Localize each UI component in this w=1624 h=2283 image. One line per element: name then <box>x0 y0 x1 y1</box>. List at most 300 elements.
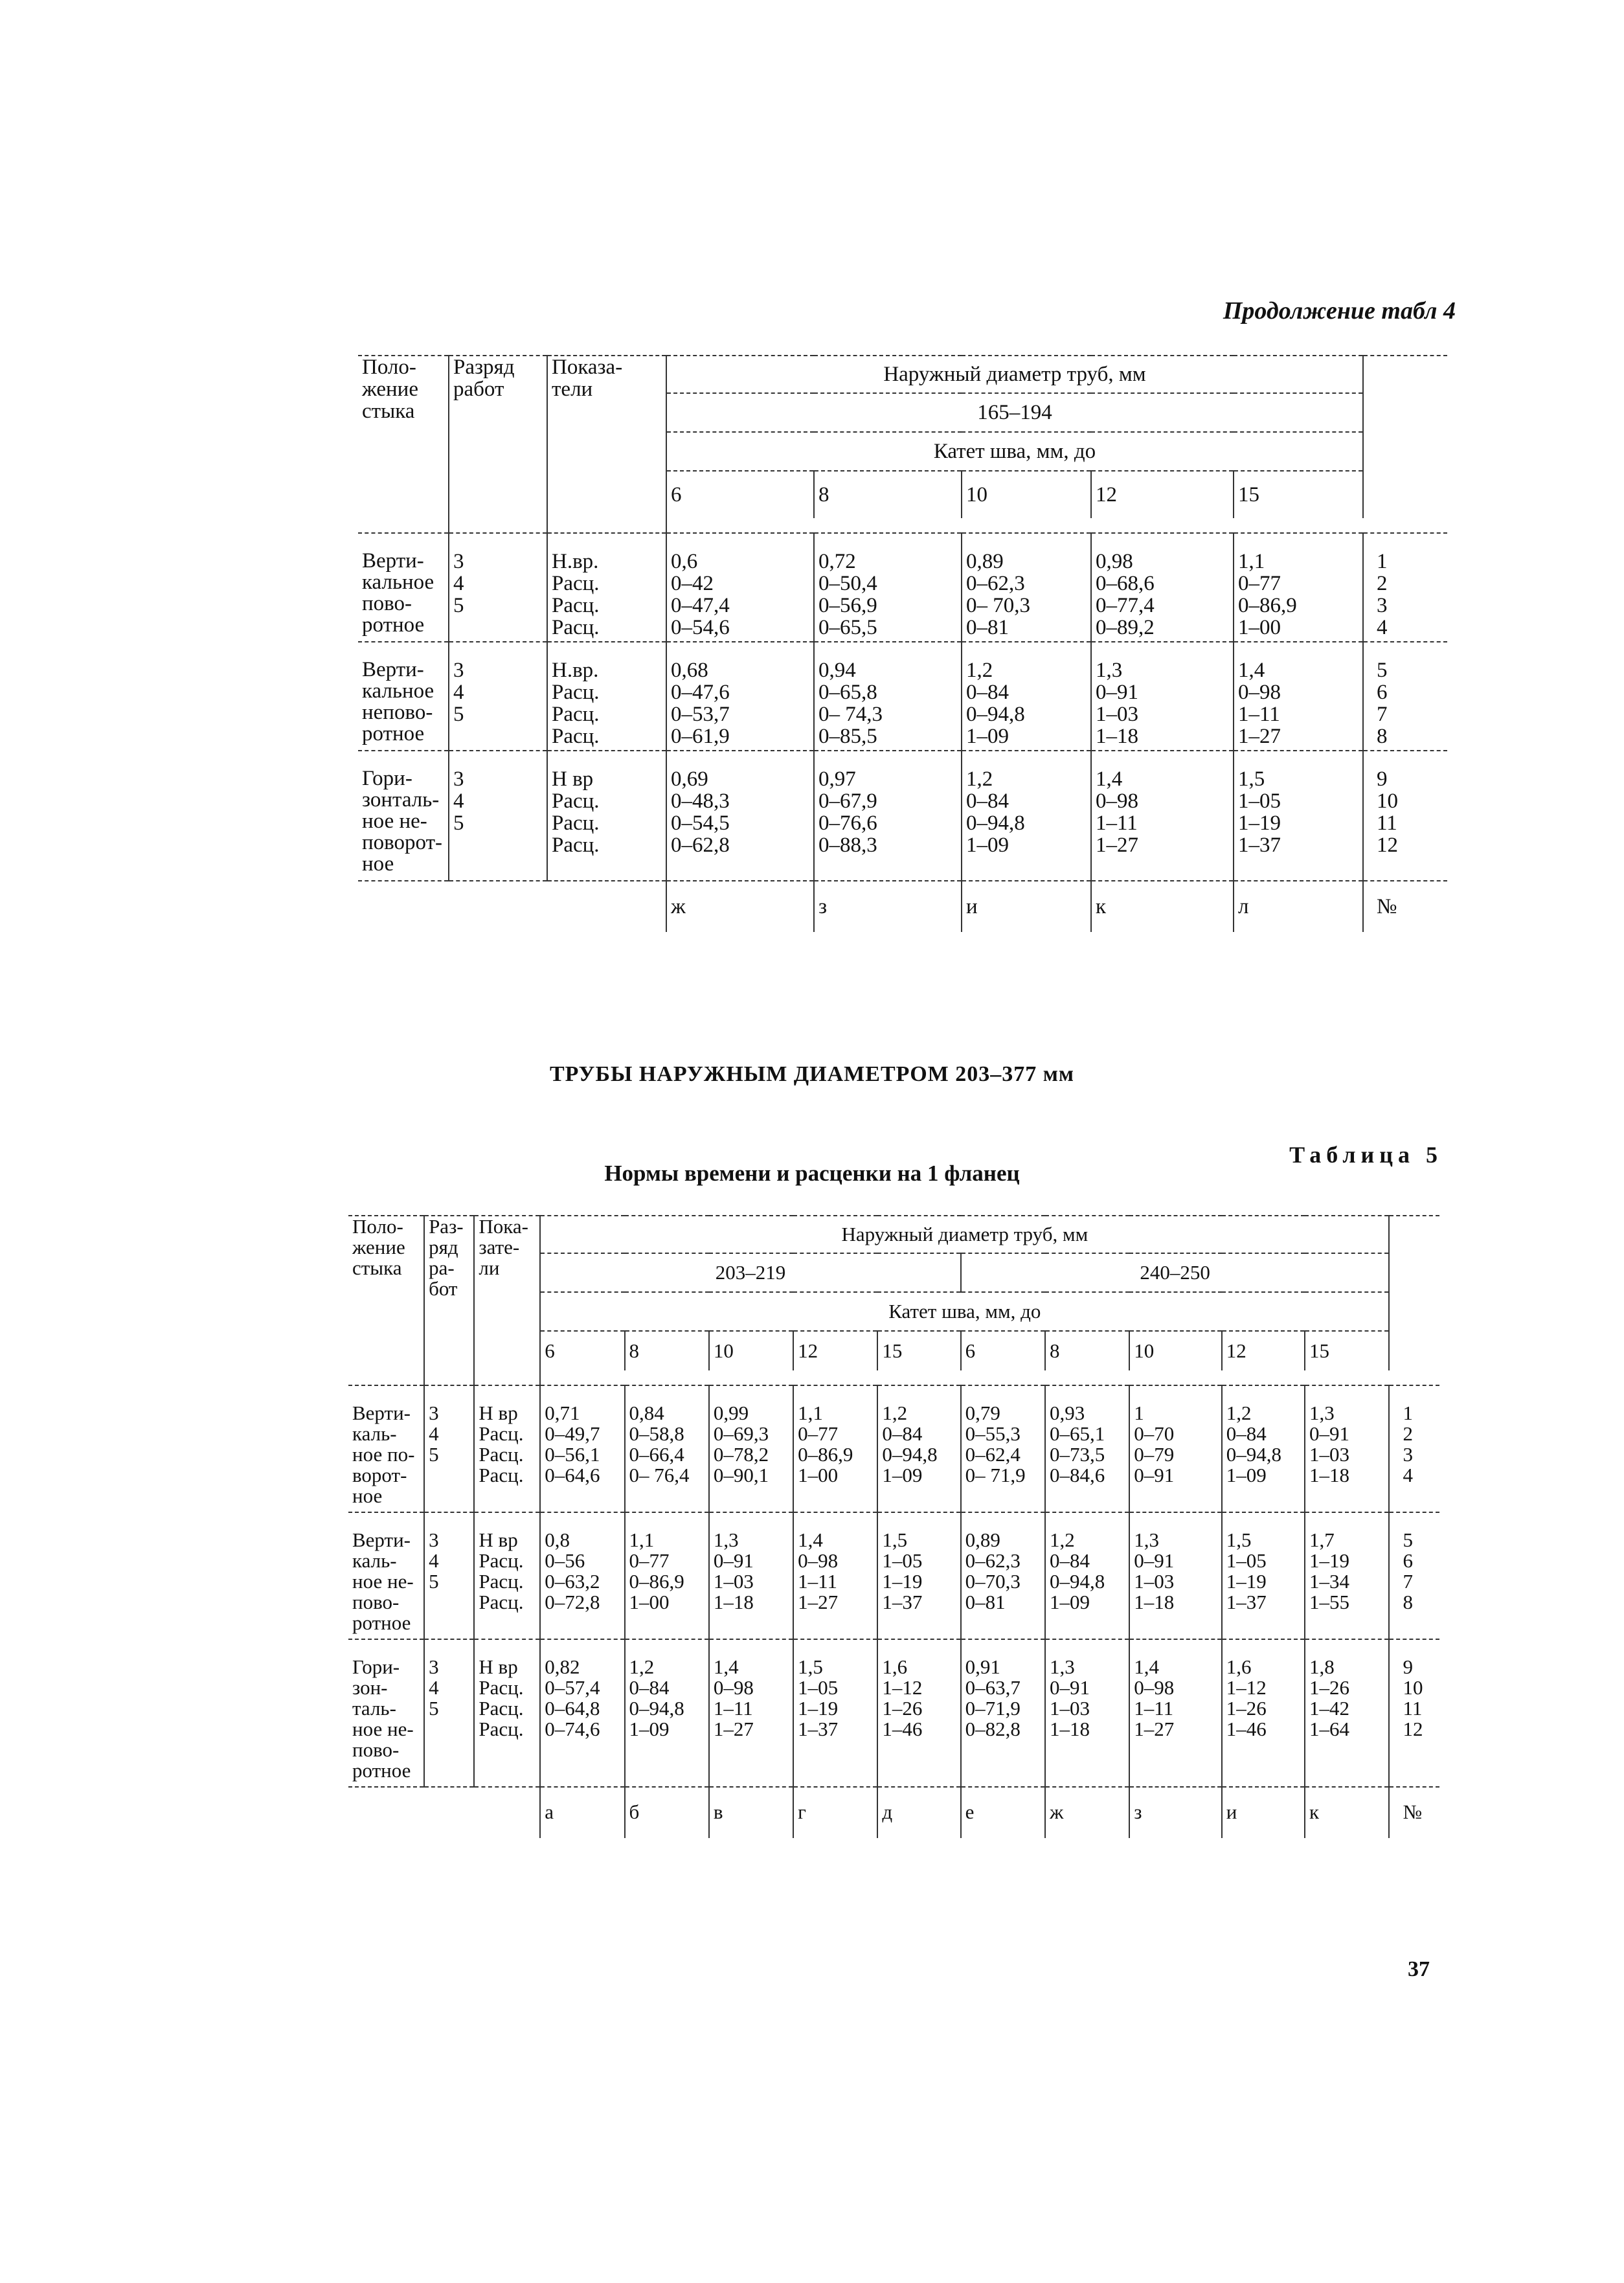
cell-line: 4 <box>429 1422 439 1445</box>
cell-line: Расц. <box>479 1570 524 1593</box>
cell-line: 0–64,6 <box>545 1464 600 1486</box>
cell-line: Разряд <box>453 356 515 379</box>
size-col-4: 15 <box>1234 471 1363 518</box>
cell-line: 5 <box>429 1443 439 1466</box>
cell-line: 1,7 <box>1309 1528 1335 1551</box>
cell-line: 0,79 <box>965 1402 1000 1424</box>
cell-line: 5 <box>453 703 464 726</box>
cell-line: Поло- <box>352 1215 403 1238</box>
cell-line: 8 <box>1403 1591 1413 1613</box>
footer-letter-2: в <box>709 1787 793 1838</box>
cell-line: 1–27 <box>798 1591 839 1613</box>
cell-line: 0–48,3 <box>671 789 730 813</box>
cell-line: 0–54,5 <box>671 812 730 835</box>
cell-line: Расц. <box>479 1549 524 1572</box>
cell-line: 1–11 <box>798 1570 837 1593</box>
cell-line: 12 <box>1377 834 1398 857</box>
position-header <box>348 1216 424 1370</box>
range-1: 203–219 <box>540 1253 960 1292</box>
cell-line: 0–98 <box>1134 1676 1175 1699</box>
cell-line: Расц. <box>479 1697 524 1720</box>
value-cell <box>1305 1639 1389 1787</box>
cell-line: 0–56,1 <box>545 1443 600 1466</box>
cell-line: 10 <box>1377 789 1398 813</box>
footer-letter-4: л <box>1234 881 1363 932</box>
cell-line: 0– 74,3 <box>818 703 883 726</box>
value-cell <box>961 1512 1045 1639</box>
cell-line: 0–84,6 <box>1049 1464 1105 1486</box>
cell-line: 4 <box>429 1676 439 1699</box>
cell-line: 5 <box>429 1697 439 1720</box>
cell-line: 1,2 <box>1049 1528 1075 1551</box>
cell-line: Расц. <box>552 703 600 726</box>
cell-line: 4 <box>453 681 464 704</box>
cell-line: 1–03 <box>1096 703 1138 726</box>
cell-line: 0–94,8 <box>629 1697 684 1720</box>
cell-line: пово- <box>352 1738 400 1761</box>
cell-line: Расц. <box>552 725 600 748</box>
cell-line: ротное <box>352 1611 411 1634</box>
cell-line: 1–12 <box>882 1676 923 1699</box>
cell-line: 1,2 <box>966 659 993 682</box>
header-row <box>358 356 1447 393</box>
cell-line: каль- <box>352 1549 397 1572</box>
value-cell <box>1234 642 1363 751</box>
cell-line: ли <box>479 1256 500 1279</box>
cell-line: 0–86,9 <box>629 1570 684 1593</box>
cell-line: 0–47,6 <box>671 681 730 704</box>
cell-line: 1–19 <box>1238 812 1281 835</box>
value-cell <box>709 1385 793 1512</box>
cell-line: 0–56 <box>545 1549 585 1572</box>
cell-line: 1–64 <box>1309 1718 1350 1740</box>
value-cell <box>1222 1385 1305 1512</box>
cell-line: 6 <box>1377 681 1388 704</box>
cell-line: 8 <box>1377 725 1388 748</box>
footer-letter-3: г <box>793 1787 877 1838</box>
cell-line: 1,5 <box>1226 1528 1252 1551</box>
value-cell <box>1045 1385 1129 1512</box>
table-5-caption: Нормы времени и расценки на 1 фланец <box>604 1161 1020 1186</box>
value-cell <box>709 1512 793 1639</box>
cell-line: 0,97 <box>818 767 856 791</box>
cell-line: 1–19 <box>798 1697 839 1720</box>
cell-line: 11 <box>1377 812 1397 835</box>
footer-letter-5: № <box>1377 895 1397 918</box>
cell-line: таль- <box>352 1697 396 1720</box>
cell-line: 1–05 <box>1238 789 1281 813</box>
cell-line: 3 <box>429 1402 439 1424</box>
weld-header: Катет шва, мм, до <box>540 1292 1389 1331</box>
value-cell <box>793 1639 877 1787</box>
footer-letter-9: к <box>1305 1787 1389 1838</box>
cell-line: зате- <box>479 1236 520 1258</box>
row-numbers <box>1389 1512 1439 1639</box>
size-col-7: 10 <box>1129 1331 1222 1370</box>
cell-line: 1–00 <box>798 1464 839 1486</box>
group-position <box>358 533 449 642</box>
cell-line: 1–03 <box>1049 1697 1090 1720</box>
cell-line: 1–09 <box>629 1718 670 1740</box>
cell-line: 1–37 <box>1238 834 1281 857</box>
cell-line: Н вр <box>479 1402 518 1424</box>
cell-line: 0– 76,4 <box>629 1464 690 1486</box>
grade-header <box>424 1216 474 1370</box>
cell-line: 1–00 <box>629 1591 670 1613</box>
cell-line: 0–91 <box>1049 1676 1090 1699</box>
cell-line: 1,2 <box>882 1402 908 1424</box>
cell-line: 0,69 <box>671 767 708 791</box>
value-cell <box>962 642 1091 751</box>
cell-line: 5 <box>1377 659 1388 682</box>
cell-line: 0–86,9 <box>798 1443 853 1466</box>
cell-line: ное не- <box>352 1718 414 1740</box>
value-cell <box>625 1639 709 1787</box>
cell-line: 1–27 <box>1134 1718 1175 1740</box>
table-row-group-0 <box>348 1385 1439 1512</box>
value-cell <box>814 533 962 642</box>
cell-line: 0–84 <box>629 1676 670 1699</box>
cell-line: Расц. <box>479 1591 524 1613</box>
cell-line: 1–11 <box>1238 703 1280 726</box>
cell-line: 0–91 <box>1134 1549 1175 1572</box>
cell-line: Расц. <box>479 1676 524 1699</box>
cell-line: 0– 71,9 <box>965 1464 1026 1486</box>
cell-line: 1,4 <box>713 1655 739 1678</box>
cell-line: 0–91 <box>1309 1422 1350 1445</box>
cell-line: 0–70,3 <box>965 1570 1021 1593</box>
cell-line: 4 <box>453 572 464 595</box>
cell-line: 1,3 <box>713 1528 739 1551</box>
size-col-2: 10 <box>709 1331 793 1370</box>
row-numbers <box>1389 1639 1439 1787</box>
cell-line: 0–76,6 <box>818 812 877 835</box>
cell-line: 0–98 <box>798 1549 839 1572</box>
size-col-9: 15 <box>1305 1331 1389 1370</box>
cell-line: 0–98 <box>1238 681 1281 704</box>
group-grades <box>449 533 547 642</box>
footer-letter-5: е <box>961 1787 1045 1838</box>
row-numbers <box>1363 533 1447 642</box>
value-cell <box>877 1385 960 1512</box>
diameter-header: Наружный диаметр труб, мм <box>666 356 1363 393</box>
cell-line: 0–94,8 <box>966 703 1025 726</box>
cell-line: Н.вр. <box>552 550 599 573</box>
cell-line: 0–77 <box>798 1422 839 1445</box>
value-cell <box>1129 1639 1222 1787</box>
cell-line: 1,1 <box>798 1402 823 1424</box>
cell-line: 1,2 <box>1226 1402 1252 1424</box>
cell-line: Н.вр. <box>552 659 599 682</box>
cell-line: кальное <box>362 679 434 703</box>
cell-line: 0,68 <box>671 659 708 682</box>
cell-line: 1–18 <box>1134 1591 1175 1613</box>
cell-line: 0–62,8 <box>671 834 730 857</box>
value-cell <box>1305 1512 1389 1639</box>
cell-line: 0,93 <box>1049 1402 1085 1424</box>
cell-line: Поло- <box>362 356 416 379</box>
value-cell <box>1045 1639 1129 1787</box>
cell-line: 0–94,8 <box>1049 1570 1105 1593</box>
cell-line: 0,8 <box>545 1528 570 1551</box>
cell-line: ное по- <box>352 1443 415 1466</box>
cell-line: 0–89,2 <box>1096 616 1155 639</box>
table-row-group-2 <box>348 1639 1439 1787</box>
footer-letter-7: з <box>1129 1787 1222 1838</box>
cell-line: 0,89 <box>965 1528 1000 1551</box>
footer-letter-2: и <box>962 881 1091 932</box>
table-5 <box>348 1215 1439 1838</box>
cell-line: непово- <box>362 701 433 724</box>
cell-line: 1–18 <box>1096 725 1138 748</box>
cell-line: 0–70 <box>1134 1422 1175 1445</box>
cell-line: ное не- <box>352 1570 414 1593</box>
cell-line: 1–09 <box>1049 1591 1090 1613</box>
value-cell <box>666 751 814 881</box>
size-col-0: 6 <box>666 471 814 518</box>
footer-row <box>348 1787 1439 1838</box>
cell-line: 1 <box>1377 550 1388 573</box>
cell-line: 3 <box>429 1528 439 1551</box>
cell-line: 0,94 <box>818 659 856 682</box>
cell-line: ряд <box>429 1236 458 1258</box>
value-cell <box>961 1385 1045 1512</box>
cell-line: 0–90,1 <box>713 1464 769 1486</box>
cell-line: 0,6 <box>671 550 698 573</box>
cell-line: 1–09 <box>1226 1464 1267 1486</box>
size-col-2: 10 <box>962 471 1091 518</box>
cell-line: Расц. <box>552 594 600 617</box>
cell-line: 1–42 <box>1309 1697 1350 1720</box>
cell-line: 0,84 <box>629 1402 664 1424</box>
size-col-5: 6 <box>961 1331 1045 1370</box>
footer-letter-4: д <box>877 1787 960 1838</box>
cell-line: Расц. <box>552 681 600 704</box>
cell-line: пово- <box>352 1591 400 1613</box>
cell-line: 1,4 <box>1096 767 1123 791</box>
cell-line: 1–03 <box>1309 1443 1350 1466</box>
cell-line: 0–54,6 <box>671 616 730 639</box>
value-cell <box>1234 533 1363 642</box>
size-col-6: 8 <box>1045 1331 1129 1370</box>
cell-line: стыка <box>362 400 415 423</box>
cell-line: 0,98 <box>1096 550 1133 573</box>
cell-line: Раз- <box>429 1215 464 1238</box>
cell-line: 5 <box>429 1570 439 1593</box>
cell-line: 5 <box>1403 1528 1413 1551</box>
cell-line: 1,5 <box>1238 767 1265 791</box>
cell-line: 1–05 <box>798 1676 839 1699</box>
cell-line: Расц. <box>552 616 600 639</box>
cell-line: 1–18 <box>1309 1464 1350 1486</box>
cell-line: 0–57,4 <box>545 1676 600 1699</box>
cell-line: 1–11 <box>713 1697 753 1720</box>
cell-line: 0–65,1 <box>1049 1422 1105 1445</box>
cell-line: 1,6 <box>882 1655 908 1678</box>
size-col-1: 8 <box>625 1331 709 1370</box>
size-col-1: 8 <box>814 471 962 518</box>
cell-line: Верти- <box>352 1528 411 1551</box>
group-grades <box>449 642 547 751</box>
value-cell <box>625 1512 709 1639</box>
cell-line: пово- <box>362 592 412 615</box>
cell-line: 0–98 <box>1096 789 1138 813</box>
group-position <box>358 751 449 881</box>
footer-letter-0: а <box>540 1787 624 1838</box>
footer-letter-1: б <box>625 1787 709 1838</box>
cell-line: 4 <box>429 1549 439 1572</box>
group-indicators <box>547 751 666 881</box>
cell-line: 1,4 <box>1134 1655 1160 1678</box>
cell-line: 4 <box>1403 1464 1413 1486</box>
cell-line: Расц. <box>552 789 600 813</box>
cell-line: 1,3 <box>1096 659 1123 682</box>
cell-line: 1–37 <box>798 1718 839 1740</box>
cell-line: 0–81 <box>966 616 1009 639</box>
cell-line: 1,4 <box>798 1528 823 1551</box>
group-indicators <box>474 1385 540 1512</box>
cell-line: 1–03 <box>713 1570 754 1593</box>
cell-line: 0–63,7 <box>965 1676 1021 1699</box>
cell-line: 1–09 <box>966 834 1009 857</box>
cell-line: 3 <box>1403 1443 1413 1466</box>
cell-line: 0–98 <box>713 1676 754 1699</box>
value-cell <box>1091 751 1234 881</box>
cell-line: ное <box>362 852 394 876</box>
cell-line: Н вр <box>479 1528 518 1551</box>
group-indicators <box>547 533 666 642</box>
indicators-header <box>547 356 666 518</box>
cell-line: 0–69,3 <box>713 1422 769 1445</box>
cell-line: 1–11 <box>1134 1697 1174 1720</box>
cell-line: 1,5 <box>798 1655 823 1678</box>
cell-line: Расц. <box>479 1443 524 1466</box>
cell-line: 9 <box>1403 1655 1413 1678</box>
cell-line: работ <box>453 378 504 401</box>
number-header <box>1363 356 1447 518</box>
cell-line: ротное <box>352 1759 411 1782</box>
cell-line: 5 <box>453 594 464 617</box>
cell-line: 0–67,9 <box>818 789 877 813</box>
table-row-group-1 <box>358 642 1447 751</box>
cell-line: 0,89 <box>966 550 1004 573</box>
value-cell <box>1091 533 1234 642</box>
cell-line: 4 <box>1377 616 1388 639</box>
cell-line: 0–47,4 <box>671 594 730 617</box>
cell-line: 0–71,9 <box>965 1697 1021 1720</box>
cell-line: 0–84 <box>966 681 1009 704</box>
number-header <box>1389 1216 1439 1370</box>
cell-line: поворот- <box>362 831 442 854</box>
cell-line: Расц. <box>479 1718 524 1740</box>
footer-letter-6: ж <box>1045 1787 1129 1838</box>
cell-line: 1–09 <box>882 1464 923 1486</box>
cell-line: 0–84 <box>1049 1549 1090 1572</box>
cell-line: 0–91 <box>1134 1464 1175 1486</box>
value-cell <box>540 1639 624 1787</box>
cell-line: 1,6 <box>1226 1655 1252 1678</box>
value-cell <box>814 751 962 881</box>
cell-line: 1,5 <box>882 1528 908 1551</box>
value-cell <box>709 1639 793 1787</box>
size-col-0: 6 <box>540 1331 624 1370</box>
value-cell <box>877 1639 960 1787</box>
cell-line: 12 <box>1403 1718 1423 1740</box>
cell-line: 1–12 <box>1226 1676 1267 1699</box>
cell-line: Гори- <box>362 767 412 790</box>
cell-line: 0–62,3 <box>966 572 1025 595</box>
cell-line: 0,82 <box>545 1655 580 1678</box>
cell-line: Верти- <box>352 1402 411 1424</box>
weld-header: Катет шва, мм, до <box>666 432 1363 471</box>
cell-line: ное не- <box>362 810 427 833</box>
cell-line: 7 <box>1403 1570 1413 1593</box>
cell-line: 0–64,8 <box>545 1697 600 1720</box>
cell-line: ротное <box>362 613 425 637</box>
value-cell <box>1129 1385 1222 1512</box>
cell-line: 0–49,7 <box>545 1422 600 1445</box>
cell-line: 1–34 <box>1309 1570 1350 1593</box>
cell-line: Показа- <box>552 356 623 379</box>
table-row-group-1 <box>348 1512 1439 1639</box>
cell-line: 1–11 <box>1096 812 1138 835</box>
cell-line: 0–65,5 <box>818 616 877 639</box>
cell-line: 1–27 <box>1238 725 1281 748</box>
cell-line: 1–03 <box>1134 1570 1175 1593</box>
cell-line: 1,2 <box>629 1655 655 1678</box>
group-grades <box>424 1639 474 1787</box>
section-title: ТРУБЫ НАРУЖНЫМ ДИАМЕТРОМ 203–377 мм <box>549 1062 1075 1086</box>
cell-line: 3 <box>453 767 464 791</box>
value-cell <box>540 1385 624 1512</box>
group-indicators <box>474 1512 540 1639</box>
diameter-header: Наружный диаметр труб, мм <box>540 1216 1389 1253</box>
position-header <box>358 356 449 518</box>
value-cell <box>1222 1512 1305 1639</box>
value-cell <box>666 642 814 751</box>
cell-line: 3 <box>1377 594 1388 617</box>
cell-line: Н вр <box>479 1655 518 1678</box>
value-cell <box>1091 642 1234 751</box>
cell-line: 1–05 <box>882 1549 923 1572</box>
cell-line: 0–58,8 <box>629 1422 684 1445</box>
header-row <box>348 1216 1439 1253</box>
cell-line: 0–91 <box>1096 681 1138 704</box>
cell-line: 0–94,8 <box>966 812 1025 835</box>
row-numbers <box>1389 1385 1439 1512</box>
cell-line: 1 <box>1134 1402 1144 1424</box>
cell-line: 0–72,8 <box>545 1591 600 1613</box>
cell-line: 1–27 <box>713 1718 754 1740</box>
cell-line: Расц. <box>552 572 600 595</box>
cell-line: 5 <box>453 812 464 835</box>
cell-line: ротное <box>362 722 425 745</box>
grade-header <box>449 356 547 518</box>
range-2: 240–250 <box>961 1253 1390 1292</box>
cell-line: кальное <box>362 571 434 594</box>
cell-line: 1,1 <box>629 1528 655 1551</box>
separator-row <box>358 518 1447 533</box>
cell-line: жение <box>352 1236 405 1258</box>
cell-line: 1 <box>1403 1402 1413 1424</box>
cell-line: 10 <box>1403 1676 1423 1699</box>
cell-line: 1,4 <box>1238 659 1265 682</box>
cell-line: 1–37 <box>882 1591 923 1613</box>
table-row-group-0 <box>358 533 1447 642</box>
value-cell <box>1129 1512 1222 1639</box>
cell-line: Гори- <box>352 1655 400 1678</box>
group-indicators <box>474 1639 540 1787</box>
